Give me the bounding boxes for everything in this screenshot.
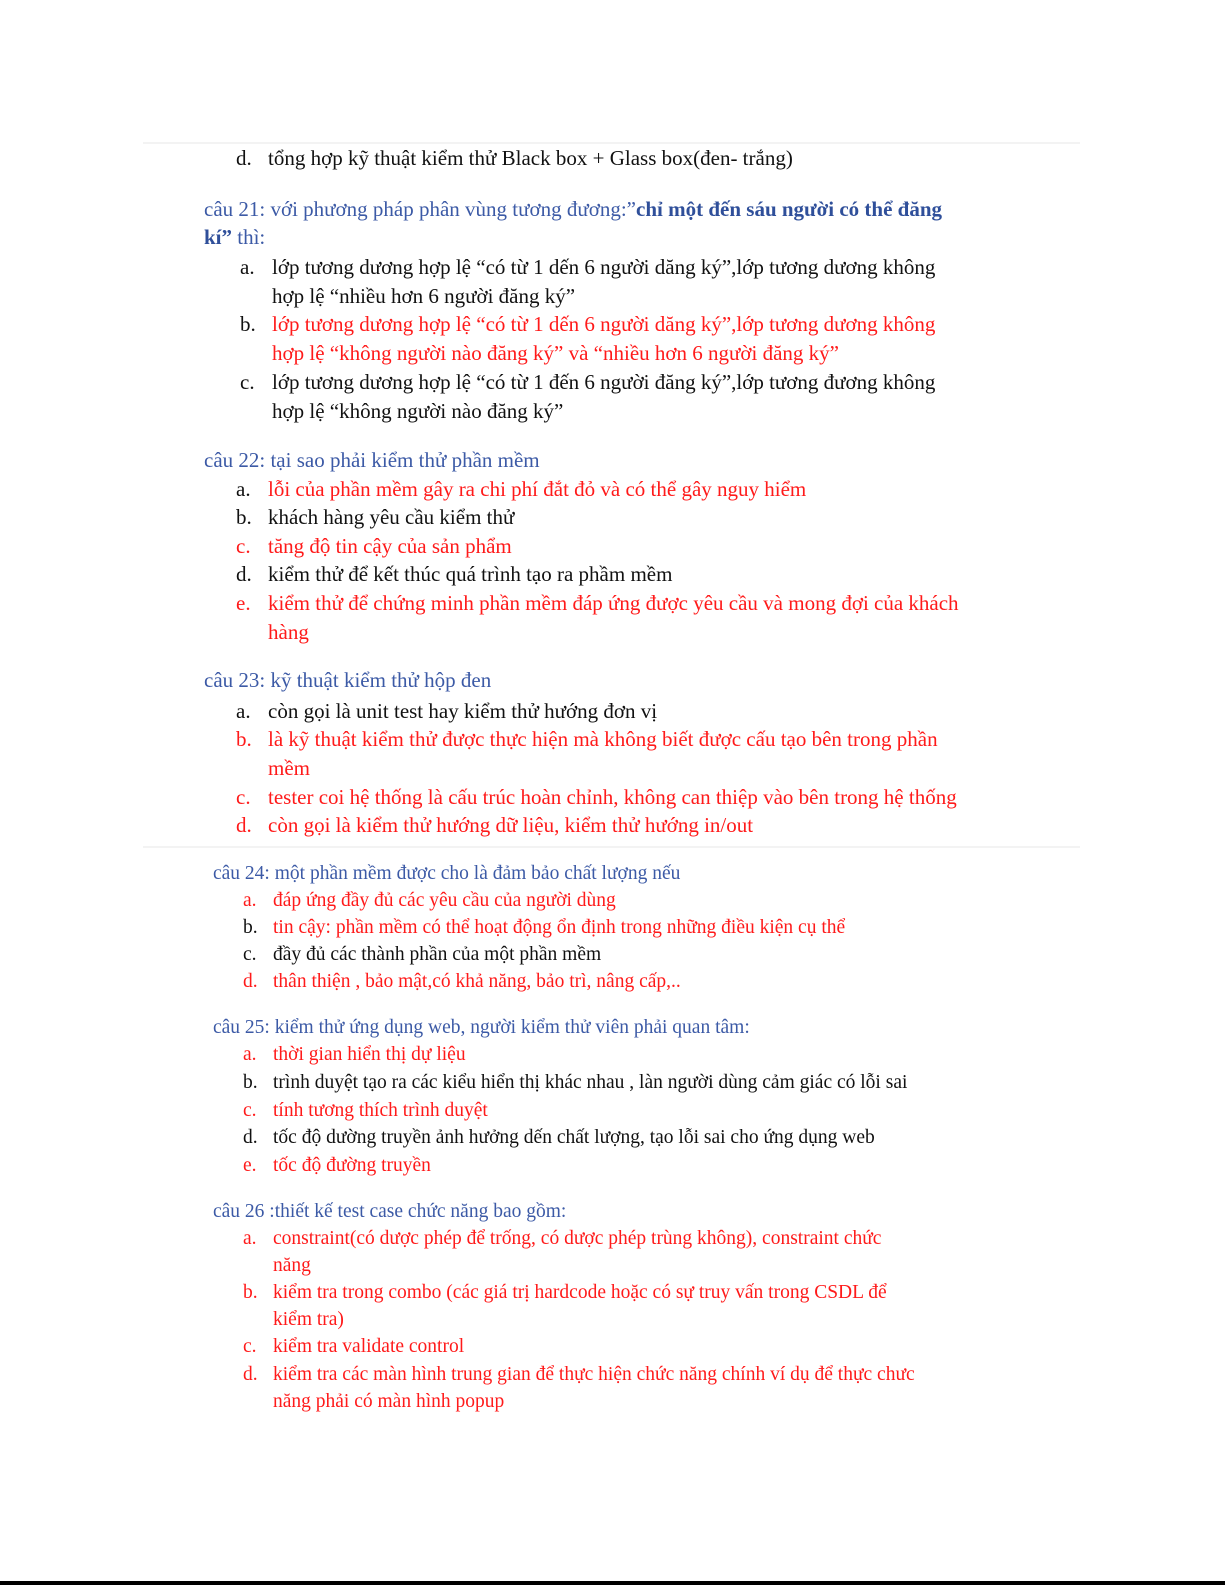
page-bottom-border [0, 1581, 1225, 1585]
option-letter: c. [240, 370, 255, 394]
option-text-wrap: năng phải có màn hình popup [273, 1391, 505, 1412]
option-text: trình duyệt tạo ra các kiểu hiển thị khác nhau , làn người dùng cảm giác có lỗi sai [273, 1072, 908, 1093]
option-text: còn gọi là kiểm thử hướng dữ liệu, kiểm thử hướng in/out [268, 813, 754, 837]
option-text: kiểm thử để chứng minh phần mềm đáp ứng được yêu cầu và mong đợi của khách [268, 591, 959, 615]
option-text: thời gian hiển thị dự liệu [273, 1044, 466, 1065]
option-text-wrap: năng [273, 1255, 311, 1276]
option-letter: a. [236, 477, 251, 501]
option-text: tốc độ đường truyền [273, 1155, 431, 1176]
option-text: đầy đủ các thành phần của một phần mềm [273, 944, 602, 965]
option-letter: b. [236, 505, 252, 529]
option-text-wrap: hợp lệ “không người nào đăng ký” [272, 399, 564, 423]
option-letter: c. [243, 1336, 257, 1357]
option-letter: b. [243, 917, 258, 938]
option-letter: e. [236, 591, 251, 615]
option-text: đáp ứng đầy đủ các yêu cầu của người dùng [273, 890, 616, 911]
option-letter: a. [243, 890, 257, 911]
option-text-wrap: kiểm tra) [273, 1309, 344, 1330]
option-letter: a. [236, 699, 251, 723]
option-letter: b. [236, 727, 252, 751]
option-text: kiểm tra validate control [273, 1336, 465, 1357]
option-text-wrap: hàng [268, 620, 309, 644]
option-text: tốc độ dường truyền ảnh hưởng dến chất lượng, tạo lỗi sai cho ứng dụng web [273, 1127, 875, 1148]
option-text: tính tương thích trình duyệt [273, 1100, 488, 1121]
option-text: tăng độ tin cậy của sản phẩm [268, 534, 512, 558]
q21-title-continued: kí” thì: [204, 225, 266, 249]
option-text: constraint(có dược phép để trống, có dược phép trùng không), constraint chức [273, 1228, 882, 1249]
option-text: thân thiện , bảo mật,có khả năng, bảo trì, nâng cấp,.. [273, 971, 681, 992]
option-letter: d. [243, 1127, 258, 1148]
option-text: lỗi của phần mềm gây ra chi phí đắt đỏ và có thể gây nguy hiểm [268, 477, 807, 501]
option-text-wrap: hợp lệ “nhiều hơn 6 người đăng ký” [272, 284, 576, 308]
option-text: lớp tương dương hợp lệ “có từ 1 đến 6 người đăng ký”,lớp tương đương không [272, 370, 936, 394]
option-letter: d. [236, 146, 252, 170]
option-text: kiểm tra trong combo (các giá trị hardcode hoặc có sự truy vấn trong CSDL để [273, 1282, 887, 1303]
option-text-wrap: hợp lệ “không người nào đăng ký” và “nhiều hơn 6 người đăng ký” [272, 341, 839, 365]
q22-title: câu 22: tại sao phải kiểm thử phần mềm [204, 448, 540, 472]
option-text: lớp tương dương hợp lệ “có từ 1 dến 6 người dăng ký”,lớp tương dương không [272, 312, 936, 336]
option-letter: c. [236, 785, 251, 809]
option-letter: c. [236, 534, 251, 558]
q21-title: câu 21: với phương pháp phân vùng tương đương:”chỉ một đến sáu người có thể đăng [204, 197, 943, 221]
option-text: còn gọi là unit test hay kiểm thử hướng đơn vị [268, 699, 658, 723]
option-text: tổng hợp kỹ thuật kiểm thử Black box + Glass box(đen- trắng) [268, 146, 793, 170]
option-letter: c. [243, 1100, 257, 1121]
q24-title: câu 24: một phần mềm được cho là đảm bảo chất lượng nếu [213, 863, 681, 884]
option-letter: c. [243, 944, 257, 965]
option-text: khách hàng yêu cầu kiểm thử [268, 505, 515, 529]
option-letter: d. [243, 971, 258, 992]
option-letter: b. [240, 312, 256, 336]
option-letter: b. [243, 1282, 258, 1303]
q23-title: câu 23: kỹ thuật kiểm thử hộp đen [204, 668, 492, 692]
option-text: tin cậy: phần mềm có thể hoạt động ổn định trong những điều kiện cụ thể [273, 917, 846, 938]
option-text: lớp tương dương hợp lệ “có từ 1 dến 6 người dăng ký”,lớp tương dương không [272, 255, 936, 279]
option-letter: a. [243, 1228, 257, 1249]
option-letter: a. [240, 255, 255, 279]
option-letter: a. [243, 1044, 257, 1065]
option-letter: e. [243, 1155, 257, 1176]
option-text: tester coi hệ thống là cấu trúc hoàn chỉnh, không can thiệp vào bên trong hệ thống [268, 785, 957, 809]
q26-title: câu 26 :thiết kế test case chức năng bao gồm: [213, 1201, 567, 1222]
option-text: kiểm thử để kết thúc quá trình tạo ra phầm mềm [268, 562, 673, 586]
q25-title: câu 25: kiểm thử ứng dụng web, người kiểm thử viên phải quan tâm: [213, 1017, 750, 1038]
option-letter: d. [243, 1364, 258, 1385]
option-letter: d. [236, 562, 252, 586]
option-letter: d. [236, 813, 252, 837]
page-break-line [143, 846, 1080, 848]
option-text: kiểm tra các màn hình trung gian để thực hiện chức năng chính ví dụ để thực chưc [273, 1364, 915, 1385]
option-text: là kỹ thuật kiểm thử được thực hiện mà không biết được cấu tạo bên trong phần [268, 727, 938, 751]
option-letter: b. [243, 1072, 258, 1093]
option-text-wrap: mềm [268, 756, 310, 780]
